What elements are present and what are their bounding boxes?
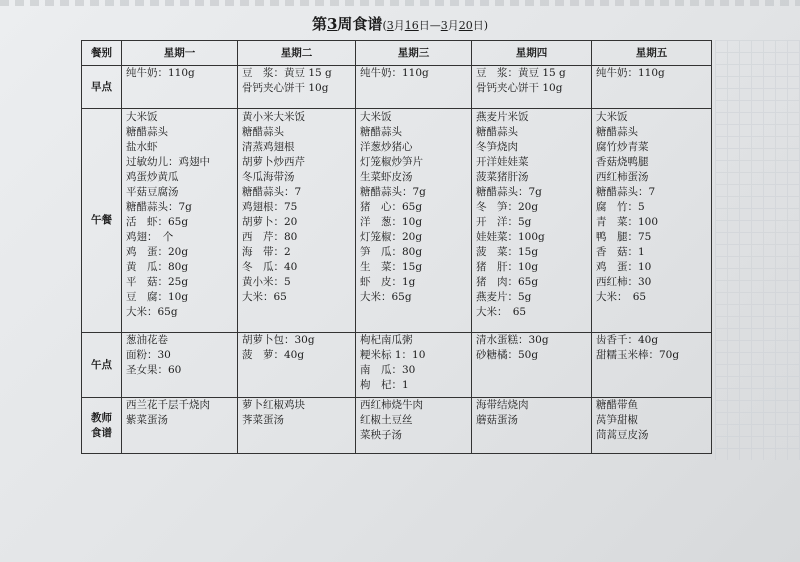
menu-item-line: 冬笋烧肉 <box>476 141 518 153</box>
header-monday: 星期一 <box>122 41 238 66</box>
menu-item-line: 糖醋蒜头：7 <box>596 186 656 198</box>
menu-item-line: 燕麦片：5g <box>476 291 532 303</box>
cell-snack-thursday <box>472 333 592 398</box>
title-prefix: 第 <box>311 15 327 33</box>
menu-item-line: 糖醋蒜头：7g <box>476 186 542 198</box>
cell-teacher-friday <box>592 398 712 454</box>
menu-item-line: 砂糖橘：50g <box>476 349 539 361</box>
cell-snack-tuesday <box>238 333 356 398</box>
cell-breakfast-thursday: 豆 浆：黄豆 15 g 骨钙夹心饼干 10g <box>472 66 592 109</box>
menu-item-line: 清水蛋糕：30g <box>476 334 549 346</box>
menu-item-line: 胡萝卜：20 <box>242 216 298 228</box>
menu-item-line: 冬 笋：20g <box>476 201 539 213</box>
menu-item-line: 大米： 65 <box>596 291 647 303</box>
menu-item-line: 冬 瓜：40 <box>242 261 298 273</box>
cell-teacher-monday <box>122 398 238 454</box>
menu-item-line: 红椒土豆丝 <box>360 414 413 426</box>
title-suffix: 周食谱 <box>337 15 383 33</box>
menu-item-line: 冬瓜海带汤 <box>242 171 295 183</box>
menu-item-line: 开洋娃娃菜 <box>476 156 529 168</box>
menu-item-line: 西 芹：80 <box>242 231 298 243</box>
cell-snack-monday <box>122 333 238 398</box>
menu-item-line: 过敏幼儿：鸡翅中 <box>126 156 210 168</box>
menu-item-line: 燕麦片米饭 <box>476 111 529 123</box>
cell-breakfast-tuesday: 豆 浆：黄豆 15 g 骨钙夹心饼干 10g <box>238 66 356 109</box>
menu-item-line: 香 菇：1 <box>596 246 645 258</box>
menu-item-line: 鸡 蛋：10 <box>596 261 652 273</box>
menu-item-line: 平菇豆腐汤 <box>126 186 179 198</box>
menu-item-line: 清蒸鸡翅根 <box>242 141 295 153</box>
menu-item-line: 洋 葱：10g <box>360 216 423 228</box>
menu-item-line: 大米饭 <box>126 111 158 123</box>
cell-lunch-wednesday <box>356 109 472 333</box>
menu-item-line: 大米饭 <box>360 111 392 123</box>
menu-item-line: 灯笼椒炒笋片 <box>360 156 423 168</box>
table-row-breakfast <box>82 66 712 109</box>
menu-item-line: 腐 竹：5 <box>596 201 645 213</box>
menu-item-line: 黄 瓜：80g <box>126 261 189 273</box>
weekly-menu-table <box>81 40 712 454</box>
menu-item-line: 海 带：2 <box>242 246 291 258</box>
menu-item-line: 甜糯玉米棒：70g <box>596 349 680 361</box>
menu-item-line: 盐水虾 <box>126 141 158 153</box>
table-row-teacher-menu <box>82 398 712 454</box>
menu-item-line: 蘑菇蛋汤 <box>476 414 518 426</box>
table-row-afternoon-snack <box>82 333 712 398</box>
menu-item-line: 西兰花千层千烧肉 <box>126 399 210 411</box>
menu-item-line: 糖醋蒜头：7g <box>360 186 426 198</box>
menu-item-line: 腐竹炒青菜 <box>596 141 649 153</box>
menu-item-line: 糖醋蒜头 <box>126 126 168 138</box>
menu-item-line: 菜秧子汤 <box>360 429 402 441</box>
grid-paper-background <box>715 40 800 460</box>
menu-item-line: 糖醋蒜头：7 <box>242 186 302 198</box>
cell-snack-wednesday <box>356 333 472 398</box>
menu-item-line: 生菜虾皮汤 <box>360 171 413 183</box>
menu-item-line: 糖醋蒜头 <box>476 126 518 138</box>
meal-label-lunch: 午餐 <box>82 109 122 333</box>
menu-item-line: 黄小米：5 <box>242 276 291 288</box>
menu-item-line: 洋葱炒猪心 <box>360 141 413 153</box>
table-header-row <box>82 41 712 66</box>
menu-item-line: 黄小米大米饭 <box>242 111 305 123</box>
menu-item-line: 萝卜红椒鸡块 <box>242 399 305 411</box>
meal-label-afternoon-snack: 午点 <box>82 333 122 398</box>
menu-item-line: 莴笋甜椒 <box>596 414 638 426</box>
menu-item-line: 菠菜猪肝汤 <box>476 171 529 183</box>
menu-item-line: 大米：65g <box>126 306 178 318</box>
cell-breakfast-friday: 纯牛奶：110g <box>592 66 712 109</box>
menu-item-line: 娃娃菜：100g <box>476 231 545 243</box>
header-tuesday: 星期二 <box>238 41 356 66</box>
menu-item-line: 灯笼椒：20g <box>360 231 423 243</box>
menu-item-line: 西红柿烧牛肉 <box>360 399 423 411</box>
menu-item-line: 笋 瓜：80g <box>360 246 423 258</box>
menu-item-line: 猪 心：65g <box>360 201 423 213</box>
cell-lunch-tuesday <box>238 109 356 333</box>
menu-item-line: 枸杞南瓜粥 <box>360 334 413 346</box>
title-week-number: 3 <box>326 15 338 33</box>
menu-item-line: 虾 皮：1g <box>360 276 416 288</box>
menu-item-line: 葱油花卷 <box>126 334 168 346</box>
header-wednesday: 星期三 <box>356 41 472 66</box>
menu-item-line: 糖醋蒜头：7g <box>126 201 192 213</box>
menu-item-line: 大米饭 <box>596 111 628 123</box>
menu-item-line: 荠菜蛋汤 <box>242 414 284 426</box>
menu-item-line: 豆 腐：10g <box>126 291 189 303</box>
menu-item-line: 圣女果：60 <box>126 364 182 376</box>
menu-item-line: 菠 萝：40g <box>242 349 305 361</box>
menu-item-line: 猪 肝：10g <box>476 261 539 273</box>
menu-item-line: 粳米标 1：10 <box>360 349 426 361</box>
table-row-lunch <box>82 109 712 333</box>
menu-item-line: 鸡翅根：75 <box>242 201 298 213</box>
meal-label-teacher-menu: 教师 食谱 <box>82 398 122 454</box>
cell-teacher-thursday <box>472 398 592 454</box>
menu-item-line: 青 菜：100 <box>596 216 659 228</box>
menu-item-line: 茼蒿豆皮汤 <box>596 429 649 441</box>
menu-item-line: 鸡蛋炒黄瓜 <box>126 171 179 183</box>
menu-item-line: 菠 菜：15g <box>476 246 539 258</box>
menu-item-line: 齿香千：40g <box>596 334 659 346</box>
menu-item-line: 糖醋蒜头 <box>242 126 284 138</box>
header-meal-type: 餐别 <box>82 41 122 66</box>
cell-lunch-friday <box>592 109 712 333</box>
menu-item-line: 开 洋：5g <box>476 216 532 228</box>
menu-item-line: 鸡翅： 个 <box>126 231 174 243</box>
meal-label-breakfast: 早点 <box>82 66 122 109</box>
header-thursday: 星期四 <box>472 41 592 66</box>
menu-item-line: 海带结烧肉 <box>476 399 529 411</box>
cell-breakfast-monday: 纯牛奶：110g <box>122 66 238 109</box>
title-date-range: (3月16日—3月20日) <box>382 19 489 32</box>
menu-item-line: 鸭 腿：75 <box>596 231 652 243</box>
menu-item-line: 糖醋蒜头 <box>360 126 402 138</box>
cell-lunch-monday <box>122 109 238 333</box>
menu-item-line: 胡萝卜包：30g <box>242 334 315 346</box>
menu-item-line: 枸 杞：1 <box>360 379 409 391</box>
menu-item-line: 生 菜：15g <box>360 261 423 273</box>
menu-item-line: 紫菜蛋汤 <box>126 414 168 426</box>
previous-page-text-strip <box>0 0 800 6</box>
page-title <box>0 13 800 34</box>
menu-item-line: 西红柿：30 <box>596 276 652 288</box>
menu-item-line: 活 虾：65g <box>126 216 189 228</box>
header-friday: 星期五 <box>592 41 712 66</box>
menu-item-line: 香菇烧鸭腿 <box>596 156 649 168</box>
menu-item-line: 南 瓜：30 <box>360 364 416 376</box>
cell-teacher-tuesday <box>238 398 356 454</box>
menu-item-line: 平 菇：25g <box>126 276 189 288</box>
menu-item-line: 大米：65 <box>242 291 287 303</box>
menu-item-line: 胡萝卜炒西芹 <box>242 156 305 168</box>
cell-teacher-wednesday <box>356 398 472 454</box>
menu-item-line: 西红柿蛋汤 <box>596 171 649 183</box>
menu-item-line: 鸡 蛋：20g <box>126 246 189 258</box>
cell-lunch-thursday <box>472 109 592 333</box>
menu-item-line: 猪 肉：65g <box>476 276 539 288</box>
menu-item-line: 糖醋带鱼 <box>596 399 638 411</box>
cell-breakfast-wednesday: 纯牛奶：110g <box>356 66 472 109</box>
menu-item-line: 糖醋蒜头 <box>596 126 638 138</box>
menu-item-line: 面粉：30 <box>126 349 171 361</box>
menu-item-line: 大米： 65 <box>476 306 527 318</box>
menu-item-line: 大米：65g <box>360 291 412 303</box>
cell-snack-friday <box>592 333 712 398</box>
